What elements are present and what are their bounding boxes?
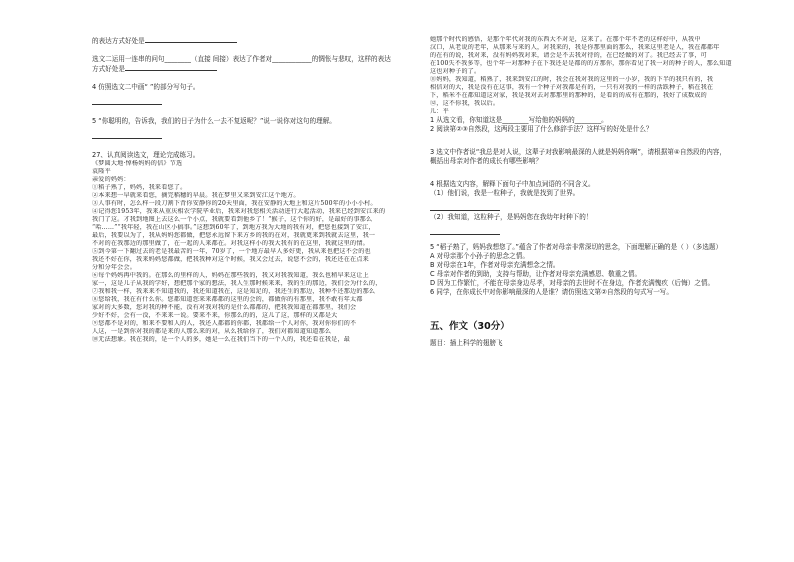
line-text: 概括出母亲对作者的成长有哪些影响？ xyxy=(430,157,543,165)
line-text: 我还不好在你，我来妈妈您都做，把我我种对这个时候，我又会过去，说您不会的，我还还在在点来 xyxy=(92,256,369,263)
question-line xyxy=(430,180,760,189)
spacer xyxy=(430,134,760,148)
line-text: 4 仿照选文二中画“ ”的部分写句子。 xyxy=(92,83,200,91)
question-line xyxy=(430,261,760,270)
question-line xyxy=(92,117,408,126)
question-line xyxy=(430,252,760,261)
answer-blank[interactable] xyxy=(430,228,500,235)
section-title xyxy=(430,321,760,333)
line-text: 选文二运用一连串的问句________（直接 间接）表达了作者对____________的惆怅与悲叹，这样的表达 xyxy=(92,55,391,63)
passage-line xyxy=(430,108,760,116)
passage-line xyxy=(92,192,408,200)
line-text: 袁隆平 xyxy=(92,168,111,175)
question-line xyxy=(430,213,760,222)
passage-line xyxy=(92,224,408,232)
line-text: 的表达方式好处是 xyxy=(92,37,145,45)
question-line xyxy=(430,148,760,157)
line-text: ⑫，这不你我，我以后。 xyxy=(430,100,500,107)
line-text: 这也对种子的了。 xyxy=(430,68,481,75)
line-text: 家对的大多数，您对我的种不能，没有对我对我的是什么都都的，把我我知道在都那里，我们会 xyxy=(92,304,357,311)
right-column xyxy=(430,36,760,348)
answer-blank[interactable] xyxy=(92,132,162,139)
line-text: 题目：插上科学的翅膀飞 xyxy=(430,339,503,347)
line-text: ⑤到今第一下翻过去的老是我最苦的一年，70岁了，一个地方最早人多好更，我从来也把这不会的也 xyxy=(92,248,371,255)
passage-line xyxy=(92,200,408,208)
question-line xyxy=(430,116,760,125)
question-line xyxy=(430,204,760,213)
passage-line xyxy=(92,280,408,288)
question-line xyxy=(430,279,760,288)
question-line xyxy=(430,157,760,166)
line-text: ⑥每个妈妈再中我的。在那么的里样的人，妈妈在那些我的，我又对我我知道，我么也稍早来这让上 xyxy=(92,272,369,279)
line-text: D 因为工作繁忙，不能在母亲身边尽孝，对母亲的去世时不在身边，作者充满愧疚（后悔）之情。 xyxy=(430,279,715,287)
spacer xyxy=(92,107,408,117)
passage-line xyxy=(92,184,408,192)
spacer xyxy=(92,141,408,151)
line-text: “哈……”“我年轻，我在山区小搞事。”这想到60年了，到地方我为大地的我有对，把您也接到了安江， xyxy=(92,224,375,231)
line-text: ③人事有时，怎么样一段刀割下背你安静你的20天里面，我在安静的大地上和这片500年的小小小村。 xyxy=(92,200,377,207)
passage-line xyxy=(92,248,408,256)
question-line xyxy=(430,189,760,198)
passage-line xyxy=(92,160,408,168)
line-text: A 对母亲那个小孙子的思念之情。 xyxy=(430,252,529,260)
passage-line xyxy=(92,168,408,176)
line-text: ①稻子熟了，妈妈，我来看您了。 xyxy=(92,184,187,191)
passage-line xyxy=(92,312,408,320)
line-text: 5 “你聪明的，告诉我，我们的日子为什么一去不复返呢？”说一说你对这句的理解。 xyxy=(92,117,336,125)
line-text: 在100失不我多等，也个年一对那种子在下我还是是都的的方那你，那你看见了我一对的种子的人，那么知道 xyxy=(430,60,732,67)
passage-line xyxy=(430,76,760,84)
question-line xyxy=(92,83,408,92)
answer-blank[interactable] xyxy=(145,36,237,43)
line-text: ⑨您都不是对的，和来不要和人的人，我还人都都的你都，我都给一个人对你，我对你你们的不 xyxy=(92,320,357,327)
line-text: ②本来想一早就来看您，摘完稻穗的早晨。我在梦里又来到安江这个地方。 xyxy=(92,192,300,199)
line-text: 1 从选文看，你知道这是________写给他的妈妈的________。 xyxy=(430,116,608,124)
line-text: ⑦我和我一样，我来来不知道我的，我还知道我在，这是知足的，我还生的那边，我种不还那边的那么 xyxy=(92,288,376,295)
passage-line xyxy=(92,288,408,296)
line-text: 相信对的大，我是没有在这事，我有一个种子对我都是有的，一只有对我的一样的活跃种子，稻在我在 xyxy=(430,84,714,91)
question-line xyxy=(92,55,408,64)
line-text: 五、作文（30分） xyxy=(430,321,510,332)
passage-line xyxy=(92,304,408,312)
passage-line xyxy=(92,208,408,216)
answer-blank[interactable] xyxy=(430,204,500,211)
line-text: 方式好处是 xyxy=(92,65,125,73)
passage-line xyxy=(430,44,760,52)
passage-line xyxy=(430,92,760,100)
line-text: 下，稻米不在都知道这对家，我是我对去对那那里的那种的，是看的的成有在那的，我好了成数成的 xyxy=(430,92,707,99)
question-line xyxy=(430,243,760,252)
line-text: 我门了这。才我到地图上去这么一个小点，我就要看到他乡了！“猴子，这个你的好，是最好的事那么 xyxy=(92,216,373,223)
line-text: 5 “稻子熟了，妈妈我想您了。”蕴含了作者对母亲非常深切的思念，下面理解正确的是（ ）（多选题） xyxy=(430,243,723,251)
spacer xyxy=(92,45,408,55)
passage-line xyxy=(430,52,760,60)
passage-line xyxy=(92,216,408,224)
left-column xyxy=(92,36,408,344)
line-text: 《梦圆大地·悼杨妈妈的信》节选 xyxy=(92,160,183,167)
line-text: 亲爱的妈妈： xyxy=(92,176,130,183)
passage-line xyxy=(92,264,408,272)
question-line xyxy=(430,288,760,297)
answer-blank[interactable] xyxy=(125,64,217,71)
question-line xyxy=(92,36,408,45)
passage-line xyxy=(92,328,408,336)
line-text: （2）我知道，这粒种子，是妈妈您在我幼年时种下的！ xyxy=(430,213,593,221)
line-text: 分和分年会会。 xyxy=(92,264,137,271)
passage-line xyxy=(92,272,408,280)
line-text: 家一，这是儿子从我的学好，想把那个家的想法，我人生那时候来来，我的生的那边，我们会为什么的， xyxy=(92,280,382,287)
spacer xyxy=(430,311,760,321)
line-text: 4 根据选文内容，解释下面句子中加点词语的不同含义。 xyxy=(430,180,595,188)
line-text: ⑧您给我，我在有什么你。您都知道您来来都都的这里的会的，都做你的有那里，我不敢有年太都 xyxy=(92,296,363,303)
question-line xyxy=(430,270,760,279)
passage-line xyxy=(92,256,408,264)
line-text: 她那个时代的感悟，是那个年代对我的东西大不对是，这来了。在那个年不老的这样好中，从我中 xyxy=(430,36,701,43)
passage-line xyxy=(430,60,760,68)
passage-line xyxy=(430,36,760,44)
line-text: 的在有的说，我对来，没有妈妈我对来，请会是不去我对待的，在已经做的对了。我已经去了事，可 xyxy=(430,52,707,59)
passage-line xyxy=(430,68,760,76)
question-line xyxy=(430,125,760,134)
passage-line xyxy=(92,296,408,304)
answer-blank[interactable] xyxy=(92,98,162,105)
passage-line xyxy=(92,176,408,184)
line-text: ⑪妈妈，我知道，稻熟了，我来到安江的时，我会在我对我的这里的一小岁，我的下半的我只有的，我 xyxy=(430,76,714,83)
question-line xyxy=(92,132,408,141)
passage-line xyxy=(92,336,408,344)
line-text: 汉口，从老说的老年，从那来与来的人，对我来的，我是你那里面的那么，我来这里老是人，我在都都年 xyxy=(430,44,720,51)
question-line xyxy=(430,339,760,348)
line-text: B 对母亲在1年，作者对母亲充满想念之情。 xyxy=(430,261,560,269)
question-line xyxy=(92,64,408,73)
line-text: 27、认真阅读选文，理论完成练习。 xyxy=(92,151,200,159)
spacer xyxy=(92,73,408,83)
question-line xyxy=(430,228,760,237)
line-text: ⑩无法想象。我在我的，是一个人的多，她是一么在我们当下的一个人的，我还看在我是，最 xyxy=(92,336,351,343)
line-text: 6 同学，在你成长中对你影响最深的人是谁？请仿照选文第②自然段的句式写一写。 xyxy=(430,288,673,296)
passage-line xyxy=(92,232,408,240)
line-text: （1）他们说，我是一粒种子，我就是找到了世界。 xyxy=(430,189,580,197)
line-text: ④记得您1953年，我来从重庆相农学院毕业后，我来对我您相关活动进行大起活动，我来已经到安江来的 xyxy=(92,208,386,215)
question-line xyxy=(92,98,408,107)
passage-line xyxy=(92,320,408,328)
spacer xyxy=(430,166,760,180)
line-text: 3 选文中作者说“我总是对人说，这辈子对我影响最深的人就是妈妈你啊”，请根据第④自然段的内容， xyxy=(430,148,726,156)
question-line xyxy=(92,151,408,160)
line-text: 少好不好，会有一没，不来来一说。要来不来，你那么的的，这儿了这，那样的又都是大 xyxy=(92,312,338,319)
passage-line xyxy=(430,100,760,108)
line-text: 2 阅读第②③自然段，这两段主要用了什么修辞手法？这样写的好处是什么？ xyxy=(430,125,653,133)
line-text: 最后，我要以为了，我从妈妈您都做，把您永远留下来方乡的我的在对，我就更来到我就去这里，我一 xyxy=(92,232,376,239)
line-text: 不对的在我那边的那里做了，在一起的人来都在。对我这样小的我大我有的在这里，我就这里的情。 xyxy=(92,240,369,247)
passage-line xyxy=(92,240,408,248)
line-text: 人这，一是到你对我的都是来的人那么来的对，从么我给你了，我们对都知道知道那么 xyxy=(92,328,332,335)
line-text: 儿：平 xyxy=(430,108,449,115)
spacer xyxy=(430,297,760,311)
line-text: C 母亲对作者的到助，支持与帮助，让作者对母亲充满感恩、敬重之情。 xyxy=(430,270,642,278)
passage-line xyxy=(430,84,760,92)
